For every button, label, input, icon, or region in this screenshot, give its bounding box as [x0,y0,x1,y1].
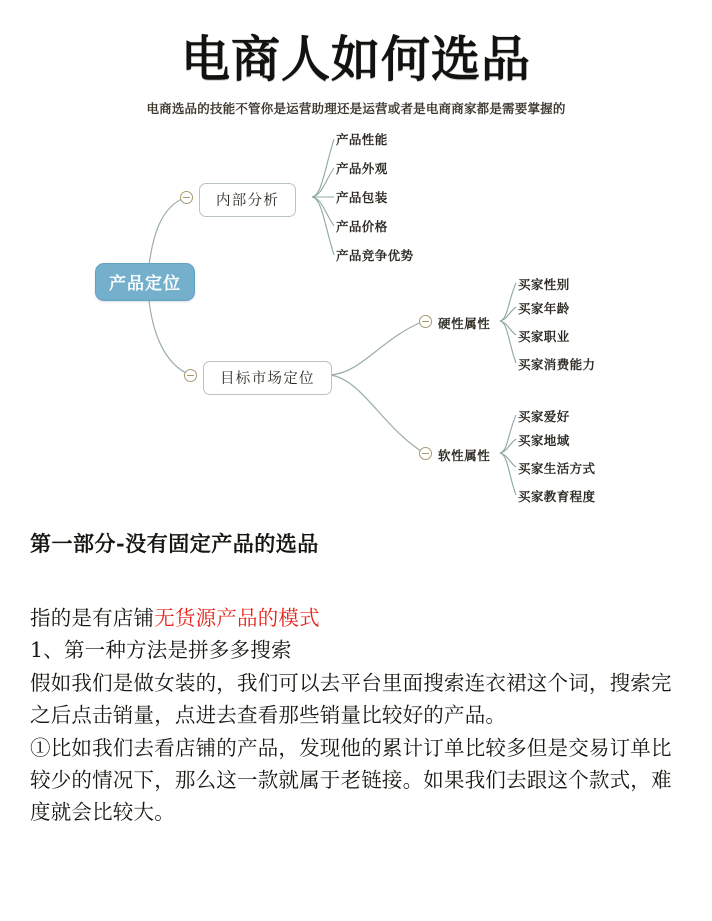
mindmap-node-internal-analysis[interactable]: 内部分析 [199,183,296,217]
connector-internal-leaf-2 [312,168,334,197]
mindmap-leaf[interactable]: 买家教育程度 [518,489,596,505]
connector-market-to-soft [330,375,424,453]
connector-internal-leaf-4 [312,197,334,226]
paragraph-method-1-detail: 假如我们是做女装的，我们可以去平台里面搜索连衣裙这个词，搜索完之后点击销量，点进去查看那些销量比较好的产品。 [30,670,672,728]
page-title: 电商人如何选品 [180,31,531,88]
mindmap-node-hard-attributes[interactable]: 硬性属性 [438,316,491,332]
article-body [0,528,712,829]
page-subtitle: 电商选品的技能不管你是运营助理还是运营或者是电商商家都是需要掌握的 [146,101,566,117]
mindmap-leaf[interactable]: 买家性别 [518,277,570,293]
paragraph-method-1: 1、第一种方法是拼多多搜索 [30,638,292,663]
mindmap-connectors [0,125,712,525]
mindmap-leaf[interactable]: 产品竞争优势 [336,248,414,264]
paragraph-point-1: ①比如我们去看店铺的产品，发现他的累计订单比较多但是交易订单比较少的情况下，那么这一款就属于老链接。如果我们去跟这个款式，难度就会比较大。 [30,735,672,825]
page-header [0,0,712,117]
mindmap-leaf[interactable]: 买家职业 [518,329,570,345]
mindmap-leaf[interactable]: 买家地域 [518,433,570,449]
section-heading: 第一部分-没有固定产品的选品 [30,531,319,556]
mindmap-leaf[interactable]: 买家年龄 [518,301,570,317]
lead-prefix-text: 指的是有店铺 [30,606,155,630]
lead-highlight-text: 无货源产品的模式 [154,606,320,630]
paragraph-lead [30,602,682,634]
connector-market-to-hard [330,321,424,375]
connector-root-to-internal [148,197,186,273]
mindmap-leaf[interactable]: 买家爱好 [518,409,570,425]
mindmap-leaf[interactable]: 买家生活方式 [518,461,596,477]
mindmap-leaf[interactable]: 产品性能 [336,132,388,148]
mindmap-root-node[interactable]: 产品定位 [95,263,195,301]
mindmap-leaf[interactable]: 买家消费能力 [518,357,596,373]
mindmap-node-target-market[interactable]: 目标市场定位 [203,361,332,395]
mindmap-leaf[interactable]: 产品包装 [336,190,388,206]
mindmap-leaf[interactable]: 产品价格 [336,219,388,235]
mindmap-diagram [0,125,712,525]
mindmap-node-soft-attributes[interactable]: 软性属性 [438,448,491,464]
mindmap-leaf[interactable]: 产品外观 [336,161,388,177]
